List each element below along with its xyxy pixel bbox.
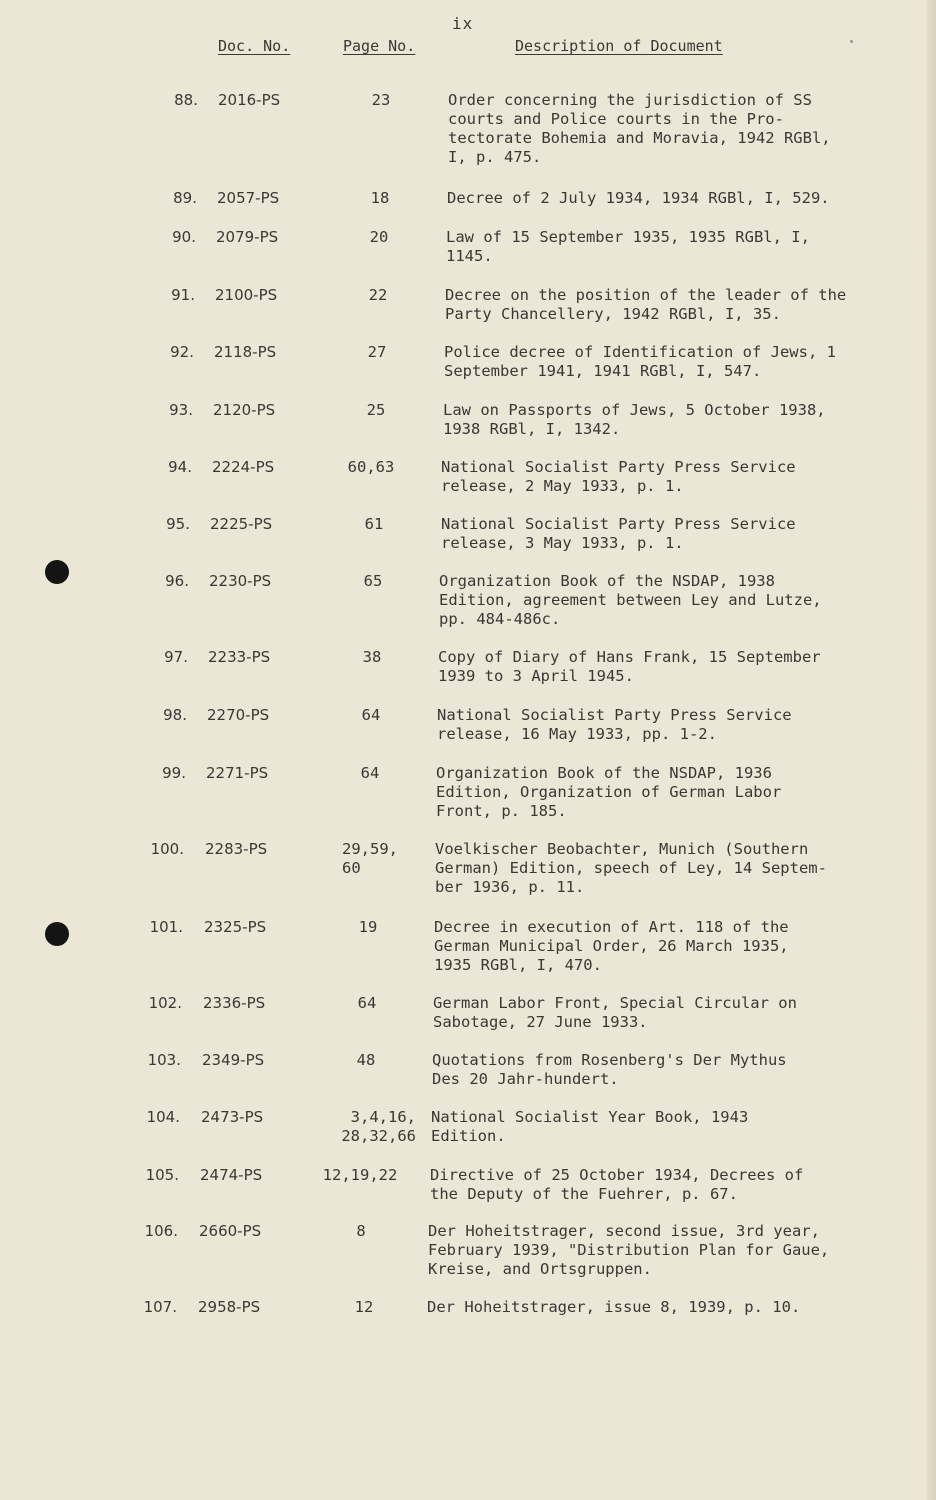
entry-number: 95. — [166, 515, 190, 533]
entry-doc-no: 2271-PS — [206, 764, 269, 782]
entry-page-no: 12 — [354, 1298, 374, 1316]
entry-description: Law of 15 September 1935, 1935 RGBl, I, 1145. — [446, 228, 810, 265]
entry-doc-no: 2270-PS — [207, 706, 270, 724]
entry-doc-no: 2100-PS — [215, 286, 278, 304]
entry-page-no: 61 — [364, 515, 384, 533]
page-number: ix — [452, 14, 474, 33]
entry-number: 107. — [143, 1298, 177, 1316]
entry-doc-no: 2016-PS — [218, 91, 281, 109]
entry-page-no: 12,19,22 — [322, 1166, 398, 1184]
entry-description: Der Hoheitstrager, second issue, 3rd year, February 1939, "Distribution Plan for Gaue, Kreise, and Ortsgruppen. — [428, 1222, 830, 1278]
entry-description: National Socialist Party Press Service release, 2 May 1933, p. 1. — [441, 458, 796, 495]
entry-description: Police decree of Identification of Jews, 1 September 1941, 1941 RGBl, I, 547. — [444, 343, 836, 380]
entry-doc-no: 2660-PS — [199, 1222, 262, 1240]
entry-number: 93. — [169, 401, 193, 419]
entry-description: Quotations from Rosenberg's Der Mythus Des 20 Jahr-hundert. — [432, 1051, 787, 1088]
entry-doc-no: 2079-PS — [216, 228, 279, 246]
entry-page-no: 64 — [361, 706, 381, 724]
entry-doc-no: 2118-PS — [214, 343, 277, 361]
entry-doc-no: 2224-PS — [212, 458, 275, 476]
entry-doc-no: 2233-PS — [208, 648, 271, 666]
header-page-no: Page No. — [343, 37, 416, 55]
header-doc-no: Doc. No. — [218, 37, 291, 55]
entry-description: Organization Book of the NSDAP, 1936 Edition, Organization of German Labor Front, p. 185. — [436, 764, 782, 820]
entry-number: 101. — [149, 918, 183, 936]
entry-doc-no: 2474-PS — [200, 1166, 263, 1184]
entry-number: 88. — [174, 91, 198, 109]
entry-number: 92. — [170, 343, 194, 361]
entry-description: Decree of 2 July 1934, 1934 RGBl, I, 529. — [447, 189, 830, 207]
entry-page-no: 3,4,16, 28,32,66 — [341, 1108, 416, 1145]
entry-description: Decree in execution of Art. 118 of the German Municipal Order, 26 March 1935, 1935 RGBl, I, 470. — [434, 918, 789, 974]
entry-description: Organization Book of the NSDAP, 1938 Edition, agreement between Ley and Lutze, pp. 484-486c. — [439, 572, 822, 628]
punch-hole — [45, 922, 69, 946]
entry-page-no: 65 — [363, 572, 383, 590]
entry-page-no: 60,63 — [347, 458, 395, 476]
entry-number: 94. — [168, 458, 192, 476]
entry-page-no: 25 — [366, 401, 386, 419]
entry-description: Order concerning the jurisdiction of SS courts and Police courts in the Pro- tectorate Bohemia and Moravia, 1942 RGBl, I, p. 475. — [448, 91, 831, 166]
entry-page-no: 22 — [368, 286, 388, 304]
entry-page-no: 19 — [358, 918, 378, 936]
entry-number: 103. — [147, 1051, 181, 1069]
entry-description: Voelkischer Beobachter, Munich (Southern German) Edition, speech of Ley, 14 Septem- ber 1936, p. 11. — [435, 840, 827, 896]
entry-number: 98. — [163, 706, 187, 724]
entry-page-no: 29,59, 60 — [342, 840, 398, 877]
entry-doc-no: 2057-PS — [217, 189, 280, 207]
entry-description: Copy of Diary of Hans Frank, 15 September 1939 to 3 April 1945. — [438, 648, 821, 685]
entry-page-no: 27 — [367, 343, 387, 361]
entry-number: 100. — [150, 840, 184, 858]
entry-number: 104. — [146, 1108, 180, 1126]
entry-doc-no: 2958-PS — [198, 1298, 261, 1316]
entry-number: 105. — [145, 1166, 179, 1184]
entry-description: Der Hoheitstrager, issue 8, 1939, p. 10. — [427, 1298, 801, 1316]
entry-description: Decree on the position of the leader of the Party Chancellery, 1942 RGBl, I, 35. — [445, 286, 847, 323]
entry-doc-no: 2283-PS — [205, 840, 268, 858]
entry-page-no: 64 — [360, 764, 380, 782]
entry-description: Law on Passports of Jews, 5 October 1938, 1938 RGBl, I, 1342. — [443, 401, 826, 438]
header-description: Description of Document — [515, 37, 723, 55]
entry-number: 99. — [162, 764, 186, 782]
entry-number: 96. — [165, 572, 189, 590]
entry-page-no: 20 — [369, 228, 389, 246]
entry-description: National Socialist Party Press Service release, 16 May 1933, pp. 1-2. — [437, 706, 792, 743]
entry-page-no: 23 — [371, 91, 391, 109]
entry-number: 90. — [172, 228, 196, 246]
entry-doc-no: 2349-PS — [202, 1051, 265, 1069]
entry-page-no: 64 — [357, 994, 377, 1012]
entry-page-no: 8 — [356, 1222, 366, 1240]
entry-doc-no: 2225-PS — [210, 515, 273, 533]
entry-number: 89. — [173, 189, 197, 207]
paper-speck — [850, 40, 853, 43]
page-edge — [926, 0, 936, 1500]
entry-doc-no: 2473-PS — [201, 1108, 264, 1126]
entry-doc-no: 2120-PS — [213, 401, 276, 419]
punch-hole — [45, 560, 69, 584]
entry-number: 106. — [144, 1222, 178, 1240]
entry-doc-no: 2230-PS — [209, 572, 272, 590]
entry-page-no: 38 — [362, 648, 382, 666]
entry-number: 91. — [171, 286, 195, 304]
entry-description: Directive of 25 October 1934, Decrees of the Deputy of the Fuehrer, p. 67. — [430, 1166, 804, 1203]
entry-number: 102. — [148, 994, 182, 1012]
entry-doc-no: 2336-PS — [203, 994, 266, 1012]
entry-page-no: 48 — [356, 1051, 376, 1069]
entry-description: National Socialist Party Press Service release, 3 May 1933, p. 1. — [441, 515, 796, 552]
entry-number: 97. — [164, 648, 188, 666]
entry-doc-no: 2325-PS — [204, 918, 267, 936]
entry-description: German Labor Front, Special Circular on Sabotage, 27 June 1933. — [433, 994, 797, 1031]
entry-description: National Socialist Year Book, 1943 Edition. — [431, 1108, 749, 1145]
entry-page-no: 18 — [370, 189, 390, 207]
